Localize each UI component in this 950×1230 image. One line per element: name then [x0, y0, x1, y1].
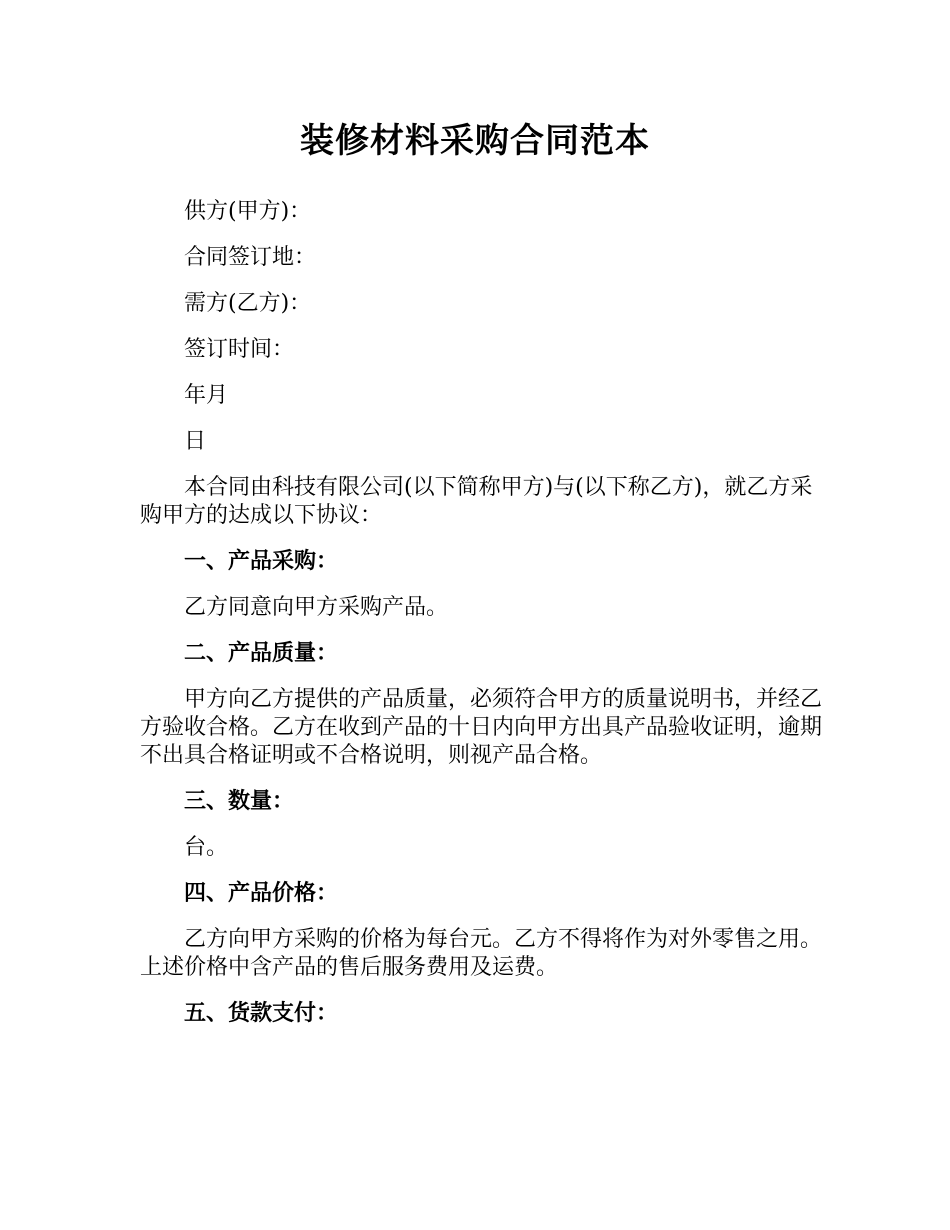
- section-heading-1: 一、产品采购：: [184, 549, 339, 574]
- section-heading-5: 五、货款支付：: [184, 1001, 339, 1026]
- field-supplier: 供方(甲方)：: [184, 199, 312, 224]
- section-text-3: 台。: [184, 835, 229, 860]
- field-day: 日: [184, 429, 207, 454]
- section-text-2: 甲方向乙方提供的产品质量，必须符合甲方的质量说明书，并经乙方验收合格。乙方在收到产品的十日内向甲方出具产品验收证明，逾期不出具合格证明或不合格说明，则视产品合格。: [140, 687, 823, 768]
- section-text-4: 乙方向甲方采购的价格为每台元。乙方不得将作为对外零售之用。上述价格中含产品的售后服务费用及运费。: [140, 927, 823, 980]
- field-buyer: 需方(乙方)：: [184, 291, 312, 316]
- field-sign-time: 签订时间：: [184, 337, 295, 362]
- section-text-1: 乙方同意向甲方采购产品。: [184, 595, 449, 620]
- intro-paragraph: 本合同由科技有限公司(以下简称甲方)与(以下称乙方)，就乙方采购甲方的达成以下协议：: [140, 475, 813, 528]
- field-year-month: 年月: [184, 383, 229, 408]
- section-heading-2: 二、产品质量：: [184, 641, 339, 666]
- document-title: 装修材料采购合同范本: [300, 121, 650, 161]
- field-sign-place: 合同签订地：: [184, 245, 317, 270]
- section-heading-3: 三、数量：: [184, 789, 295, 814]
- section-heading-4: 四、产品价格：: [184, 881, 339, 906]
- document-body: [140, 198, 830, 1046]
